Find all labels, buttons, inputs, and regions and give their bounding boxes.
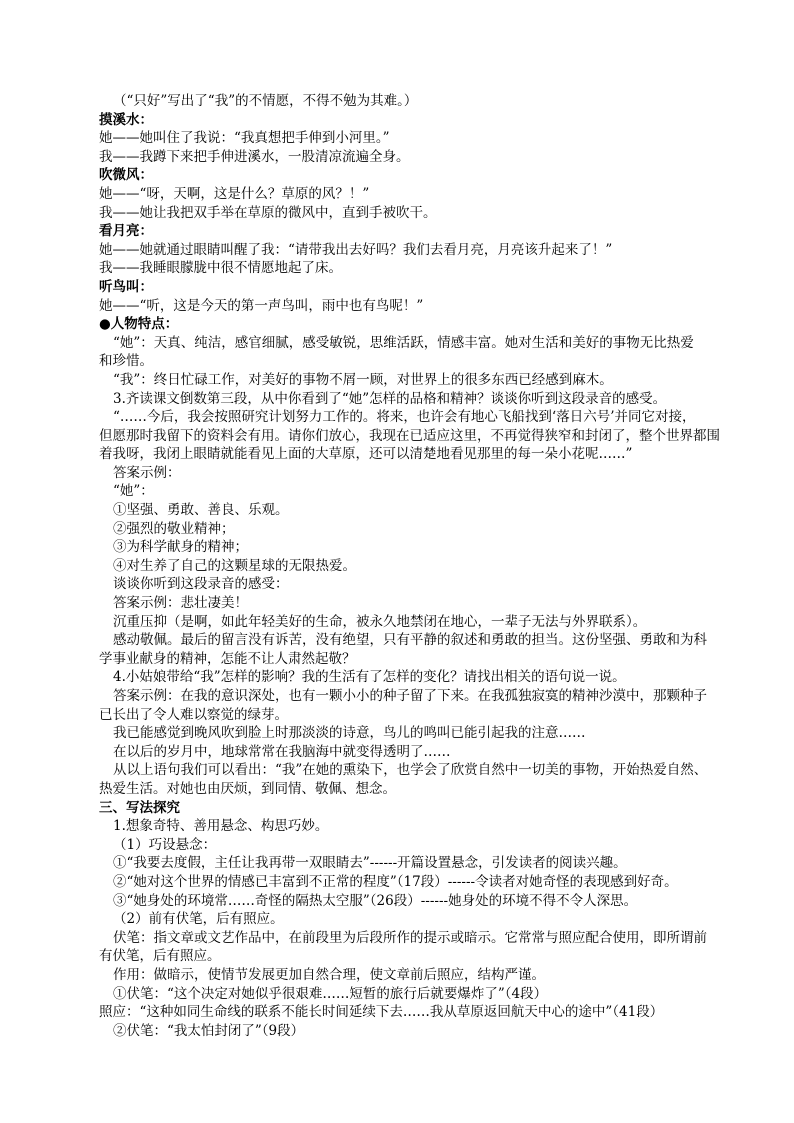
text-line: ②强烈的敬业精神； <box>113 520 235 537</box>
text-line: ①伏笔：“这个决定对她似乎很艰难……短暂的旅行后就要爆炸了”（4段） <box>113 985 548 1002</box>
section-heading: 看月亮： <box>99 223 153 240</box>
text-line: ③为科学献身的精神； <box>113 539 248 556</box>
text-line: 伏笔：指文章或文艺作品中，在前段里为后段所作的提示或暗示。它常常与照应配合使用，即所谓前 <box>113 929 707 946</box>
text-line: 从以上语句我们可以看出：“我”在她的熏染下，也学会了欣赏自然中一切美的事物，开始热爱自然、 <box>113 762 708 779</box>
section-heading: 吹微风： <box>99 167 153 184</box>
text-line: ②“她对这个世界的情感已丰富到不正常的程度”（17段）------令读者对她奇怪的表现感到好奇。 <box>113 873 678 890</box>
text-line: 我——我蹲下来把手伸进溪水，一股清凉流遍全身。 <box>99 148 410 165</box>
text-line: “她”：天真、纯洁，感官细腻，感受敏锐，思维活跃，情感丰富。她对生活和美好的事物无比热爱 <box>113 334 694 351</box>
text-line: ③“她身处的环境常……奇怪的隔热太空服”（26段）------她身处的环境不得不令人深思。 <box>113 892 638 909</box>
text-line: 她——她叫住了我说：“我真想把手伸到小河里。” <box>99 130 390 147</box>
section-heading: 三、写法探究 <box>99 799 180 816</box>
text-line: 学事业献身的精神，怎能不让人肃然起敬？ <box>99 650 356 667</box>
text-line: 但愿那时我留下的资料会有用。请你们放心，我现在已适应这里，不再觉得狭窄和封闭了，整个世界都围 <box>99 427 720 444</box>
text-line: （2）前有伏笔，后有照应。 <box>113 911 284 928</box>
text-line: ①“我要去度假，主任让我再带一双眼睛去”------开篇设置悬念，引发读者的阅读兴趣。 <box>113 855 627 872</box>
section-heading: 听鸟叫： <box>99 278 153 295</box>
text-line: （“只好”写出了“我”的不情愿，不得不勉为其难。） <box>113 93 418 109</box>
text-line: 我——我睡眼朦胧中很不情愿地起了床。 <box>99 260 342 277</box>
text-line: 作用：做暗示，使情节发展更加自然合理，使文章前后照应，结构严谨。 <box>113 966 545 983</box>
text-line: “……今后，我会按照研究计划努力工作的。将来，也许会有地心飞船找到‘落日六号’并同它对接， <box>113 409 696 426</box>
text-line: ④对生养了自己的这颗星球的无限热爱。 <box>113 557 356 574</box>
document-body <box>99 92 720 1040</box>
text-line: 在以后的岁月中，地球常常在我脑海中就变得透明了…… <box>113 743 451 760</box>
text-line: 她——她就通过眼睛叫醒了我：“请带我出去好吗？我们去看月亮，月亮该升起来了！” <box>99 241 613 258</box>
text-line: 答案示例：悲壮凄美！ <box>113 595 248 612</box>
text-line: 答案示例： <box>113 464 181 481</box>
text-line: 照应：“这种如同生命线的联系不能长时间延续下去……我从草原返回航天中心的途中”（41段） <box>99 1004 664 1021</box>
text-line: 1.想象奇特、善用悬念、构思巧妙。 <box>113 818 329 835</box>
text-line: 着我呀，我闭上眼睛就能看见上面的大草原，还可以清楚地看见那里的每一朵小花呢……” <box>99 446 633 463</box>
text-line: （1）巧设悬念： <box>113 836 217 853</box>
text-line: 感动敬佩。最后的留言没有诉苦，没有绝望，只有平静的叙述和勇敢的担当。这份坚强、勇敢和为科 <box>113 632 707 649</box>
text-line: 沉重压抑（是啊，如此年轻美好的生命，被永久地禁闭在地心，一辈子无法与外界联系）。 <box>113 613 647 630</box>
text-line: 她——“呀，天啊，这是什么？草原的风？！” <box>99 185 370 202</box>
text-line: 她——“听，这是今天的第一声鸟叫，雨中也有鸟呢！” <box>99 297 424 314</box>
text-line: ②伏笔：“我太怕封闭了”（9段） <box>113 1022 305 1039</box>
text-line: 3.齐读课文倒数第三段，从中你看到了“她”怎样的品格和精神？谈谈你听到这段录音的感受。 <box>113 390 667 407</box>
text-line: 我已能感觉到晚风吹到脸上时那淡淡的诗意，鸟儿的鸣叫已能引起我的注意…… <box>113 725 586 742</box>
text-line: “我”：终日忙碌工作，对美好的事物不屑一顾，对世界上的很多东西已经感到麻木。 <box>113 371 613 388</box>
text-line: 和珍惜。 <box>99 353 153 370</box>
text-line: 我——她让我把双手举在草原的微风中，直到手被吹干。 <box>99 204 437 221</box>
text-line: 有伏笔，后有照应。 <box>99 948 221 965</box>
text-line: 热爱生活。对她也由厌烦，到同情、敬佩、想念。 <box>99 780 396 797</box>
section-heading: ●人物特点： <box>99 316 179 333</box>
text-line: “她”： <box>113 483 154 500</box>
text-line: ①坚强、勇敢、善良、乐观。 <box>113 502 289 519</box>
text-line: 谈谈你听到这段录音的感受： <box>113 576 289 593</box>
text-line: 已长出了令人难以察觉的绿芽。 <box>99 706 288 723</box>
text-line: 答案示例：在我的意识深处，也有一颗小小的种子留了下来。在我孤独寂寞的精神沙漠中，那颗种子 <box>113 688 707 704</box>
section-heading: 摸溪水： <box>99 111 153 128</box>
text-line: 4.小姑娘带给“我”怎样的影响？我的生活有了怎样的变化？请找出相关的语句说一说。 <box>113 669 626 686</box>
